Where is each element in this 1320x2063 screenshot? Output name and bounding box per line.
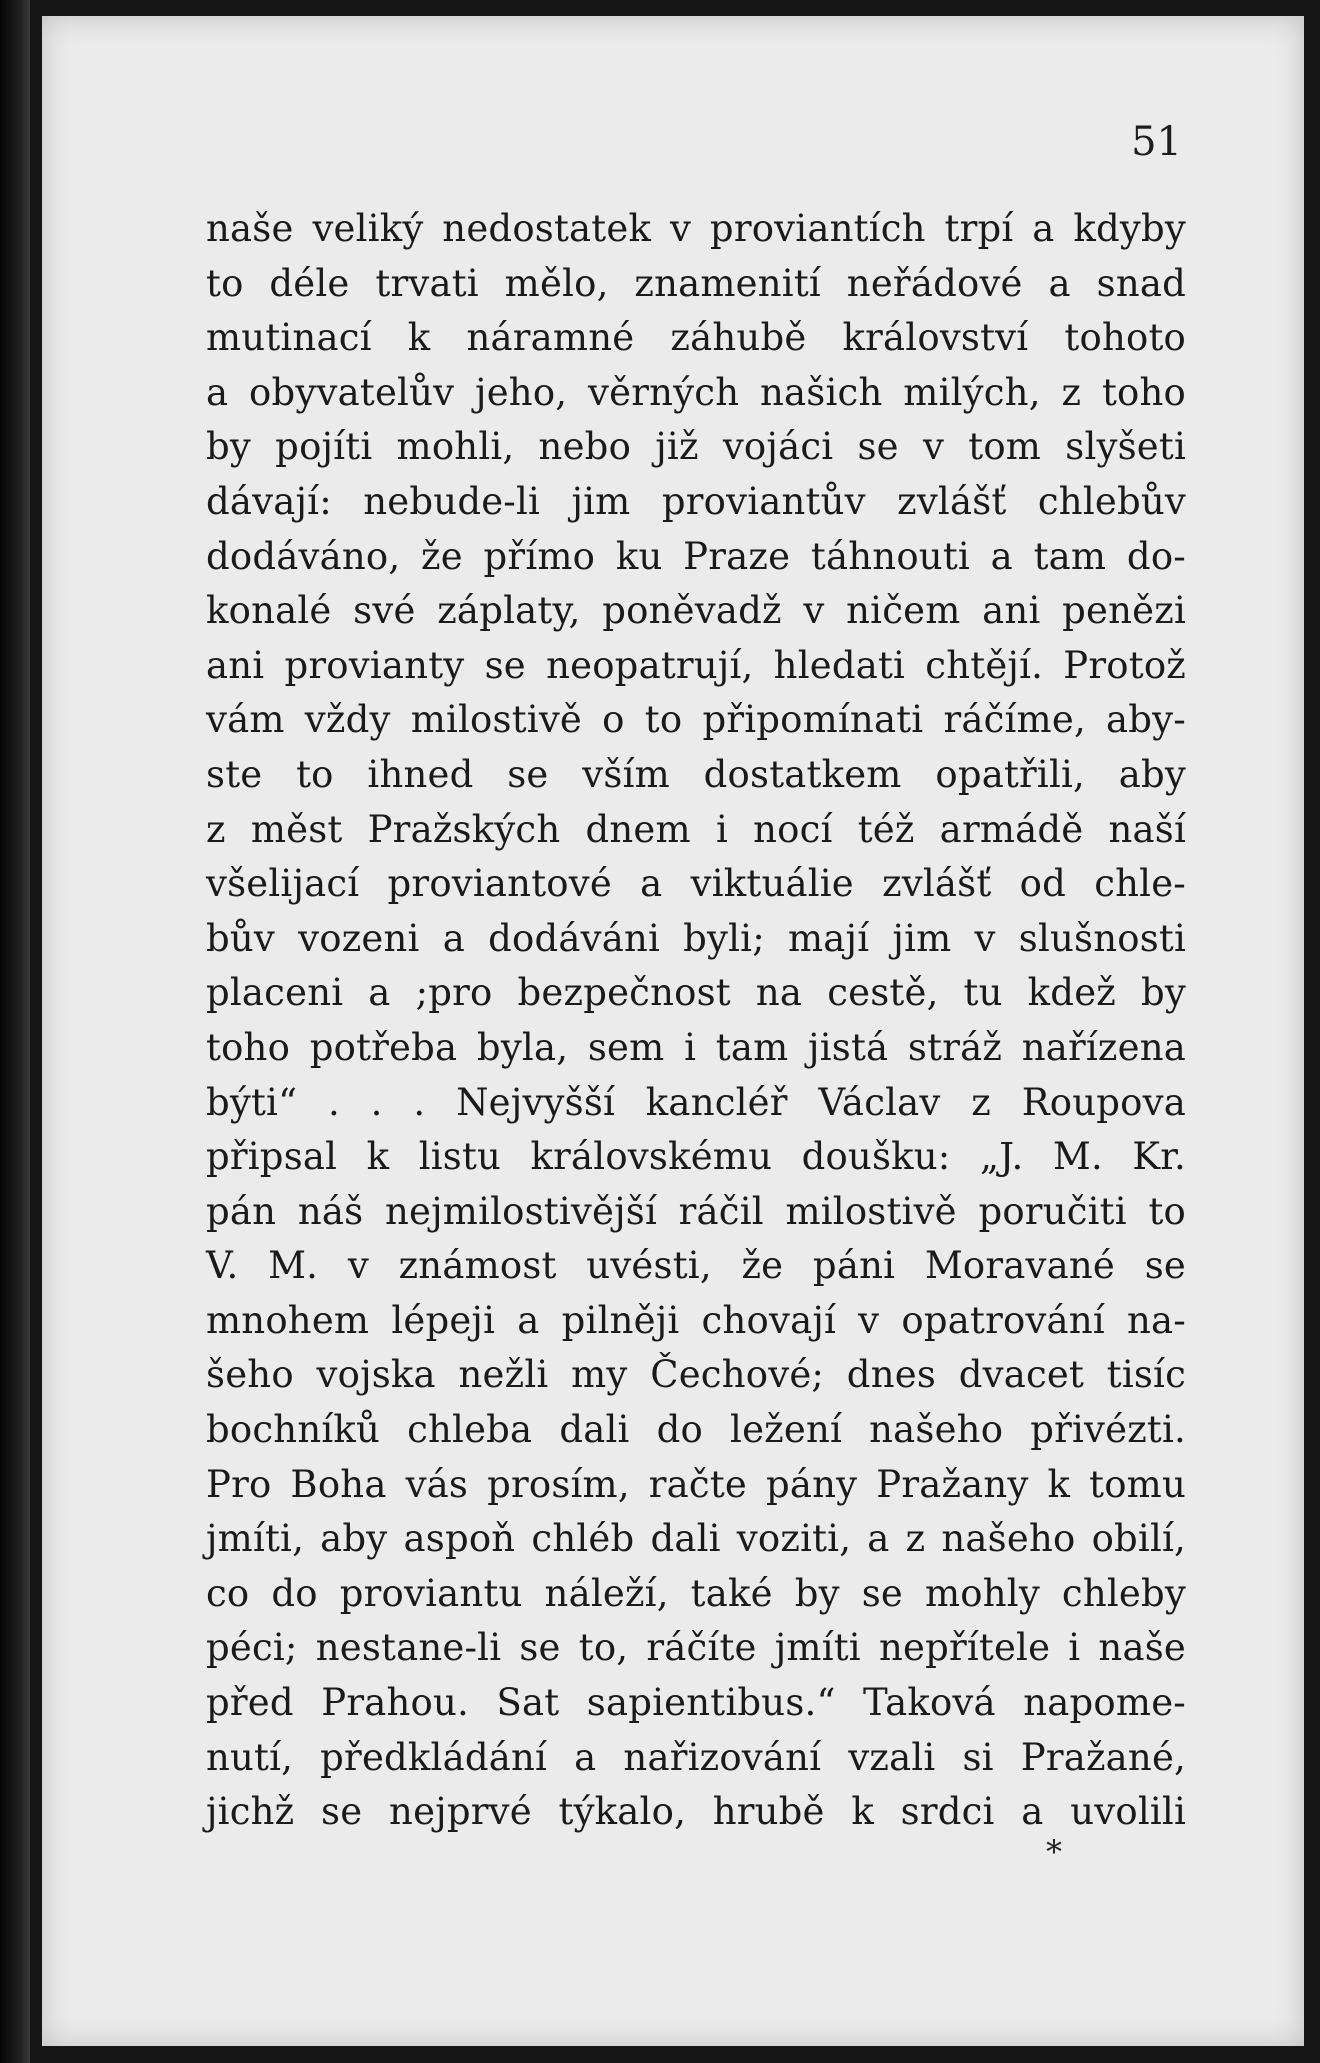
book-page <box>42 16 1304 2046</box>
text-line: V. M. v známost uvésti, že páni Moravané se <box>206 1244 1186 1288</box>
text-line: pán náš nejmilostivější ráčil milostivě poručiti to <box>206 1189 1186 1233</box>
text-line: dávají: nebude-li jim proviantův zvlášť chlebův <box>206 479 1186 523</box>
text-line: připsal k listu královskému doušku: „J. M. Kr. <box>206 1135 1186 1179</box>
text-line: býti“ . . . Nejvyšší kancléř Václav z Roupova <box>206 1080 1186 1124</box>
page-number: 51 <box>1131 119 1182 165</box>
text-line: ste to ihned se vším dostatkem opatřili, aby <box>206 752 1186 796</box>
body-text <box>206 202 1186 1840</box>
text-line: jmíti, aby aspoň chléb dali voziti, a z našeho obilí, <box>206 1517 1186 1561</box>
text-line: péci; nestane-li se to, ráčíte jmíti nepřítele i naše <box>206 1626 1186 1670</box>
text-line: Pro Boha vás prosím, račte pány Pražany k tomu <box>206 1462 1186 1506</box>
text-line: dodáváno, že přímo ku Praze táhnouti a tam do- <box>206 534 1186 578</box>
text-line: mnohem lépeji a pilněji chovají v opatrování na- <box>206 1298 1186 1342</box>
text-line: z měst Pražských dnem i nocí též armádě naší <box>206 807 1186 851</box>
text-line: toho potřeba byla, sem i tam jistá stráž nařízena <box>206 1025 1186 1069</box>
text-line: konalé své záplaty, poněvadž v ničem ani penězi <box>206 589 1186 633</box>
text-line: co do proviantu náleží, také by se mohly chleby <box>206 1571 1186 1615</box>
text-line: to déle trvati mělo, znamenití neřádové a snad <box>206 261 1186 305</box>
signature-mark: * <box>1046 1833 1062 1871</box>
text-line: vám vždy milostivě o to připomínati ráčíme, aby- <box>206 698 1186 742</box>
book-spine-shadow <box>0 0 30 2063</box>
text-line: ani provianty se neopatrují, hledati chtějí. Protož <box>206 643 1186 687</box>
text-line: před Prahou. Sat sapientibus.“ Taková napome- <box>206 1681 1186 1725</box>
text-line: nutí, předkládání a nařizování vzali si Pražané, <box>206 1735 1186 1779</box>
text-line: by pojíti mohli, nebo již vojáci se v tom slyšeti <box>206 425 1186 469</box>
text-line: bův vozeni a dodáváni byli; mají jim v slušnosti <box>206 916 1186 960</box>
text-line: bochníků chleba dali do ležení našeho přivézti. <box>206 1408 1186 1452</box>
text-line: a obyvatelův jeho, věrných našich milých, z toho <box>206 370 1186 414</box>
text-line: placeni a ;pro bezpečnost na cestě, tu kdež by <box>206 971 1186 1015</box>
text-line: jichž se nejprvé týkalo, hrubě k srdci a uvolili <box>206 1790 1186 1834</box>
text-line: mutinací k náramné záhubě království tohoto <box>206 316 1186 360</box>
text-line: všelijací proviantové a viktuálie zvlášť od chle- <box>206 862 1186 906</box>
text-line: šeho vojska nežli my Čechové; dnes dvacet tisíc <box>206 1353 1186 1397</box>
text-line: naše veliký nedostatek v proviantích trpí a kdyby <box>206 207 1186 250</box>
